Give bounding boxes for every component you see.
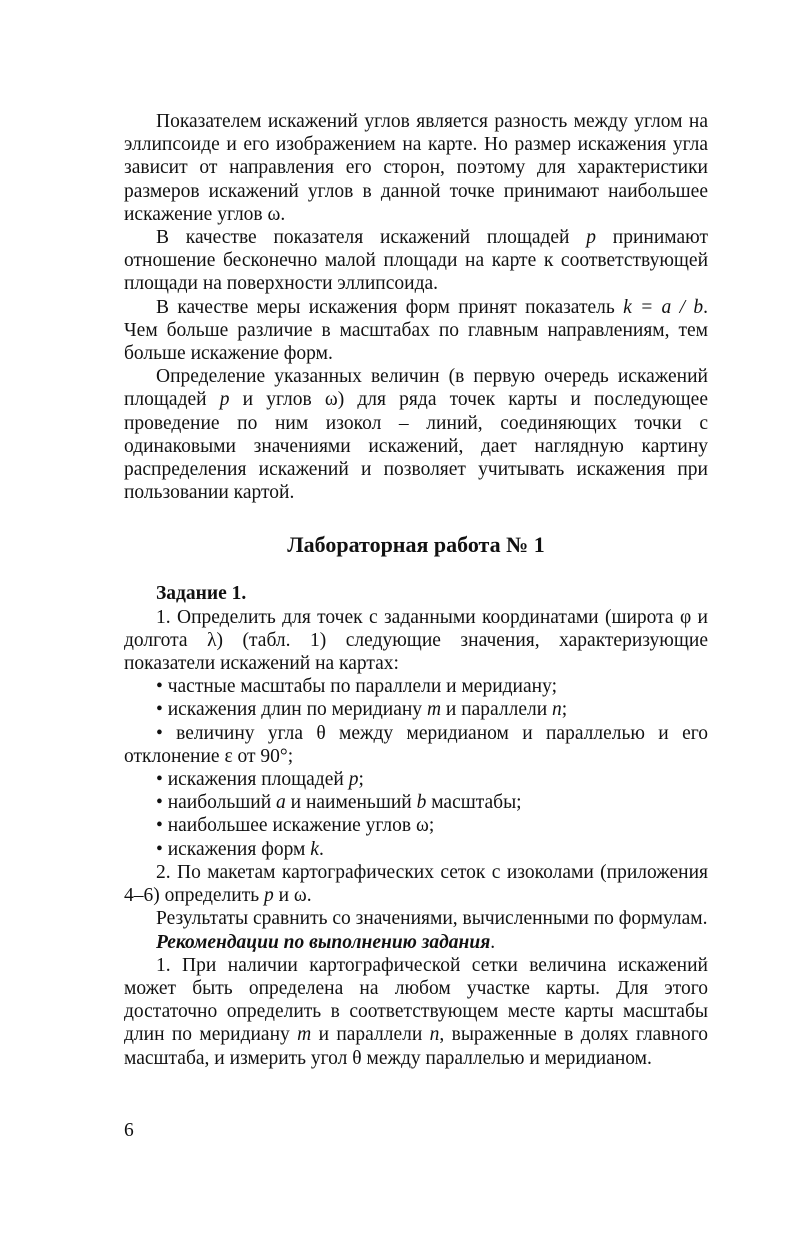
task-bullet xyxy=(124,768,708,791)
variable-p: p xyxy=(264,885,274,907)
item-text: и ω. xyxy=(273,885,312,907)
paragraph-text: В качестве меры искажения форм принят показатель xyxy=(156,296,624,318)
variable-n: n xyxy=(552,699,562,721)
variable-p: p xyxy=(586,227,597,249)
item-text: 2. По макетам картографических сеток с изоколами (приложения 4–6) определить xyxy=(124,861,708,907)
bullet-text: и параллели xyxy=(441,699,553,721)
bullet-text: • искажения форм xyxy=(156,838,311,860)
variable-m: m xyxy=(426,699,442,721)
recommendations-title xyxy=(124,931,708,954)
paragraph-text: принимают отношение бесконечно малой площади на карте к соответствующей площади на поверхности эллипсоида. xyxy=(124,227,708,295)
item-text: 1. При наличии картографической сетки величина искажений может быть определена на любом участке карты. Для этого достаточно определить в соответствующем месте карты масштабы длин по меридиану xyxy=(124,954,708,1046)
paragraph-text: Показателем искажений углов является разность между углом на эллипсоиде и его изображением на карте. Но размер искажения угла зависит от направления его сторон, поэтому для характеристики размеров искажений углов в данной точке принимают наибольшее искажение углов ω. xyxy=(124,111,708,225)
task-bullet xyxy=(124,698,708,721)
bullet-text: масштабы; xyxy=(426,792,522,814)
task-bullet xyxy=(124,838,708,861)
bullet-text: и наименьший xyxy=(285,792,417,814)
recommendation-item-1 xyxy=(124,954,708,1070)
variable-a: a xyxy=(276,792,286,814)
page-body xyxy=(124,110,708,1070)
bullet-text: ; xyxy=(358,769,364,791)
variable-b: b xyxy=(416,792,427,814)
item-text: и параллели xyxy=(311,1024,430,1046)
paragraph-text: и углов ω) для ряда точек карты и последующее проведение по ним изокол – линий, соединяющих точки с одинаковыми значениями искажений, дает наглядную картину распределения искажений и позволяет учитывать искажения при пользовании картой. xyxy=(124,389,708,504)
task-bullet: • частные масштабы по параллели и меридиану; xyxy=(156,676,557,698)
variable-p: p xyxy=(219,389,230,411)
task-bullet: • величину угла θ между меридианом и параллелью и его отклонение ε от 90°; xyxy=(124,722,708,767)
bullet-text: ; xyxy=(561,699,568,721)
paragraph-shape-distortion xyxy=(124,296,708,366)
recommendations-title-text: Рекомендации по выполнению задания xyxy=(156,931,491,953)
bullet-text: • искажения площадей xyxy=(156,769,349,791)
variable-m: m xyxy=(297,1024,312,1046)
title-dot: . xyxy=(490,931,496,953)
task-results: Результаты сравнить со значениями, вычисленными по формулам. xyxy=(156,908,708,930)
bullet-text: • наибольший xyxy=(156,792,277,814)
item-text: , выраженные в долях главного масштаба, и измерить угол θ между параллелью и меридианом. xyxy=(124,1024,708,1069)
paragraph-angle-distortion xyxy=(124,110,708,226)
page-number: 6 xyxy=(124,1120,134,1141)
paragraph-area-distortion xyxy=(124,226,708,296)
variable-k: k xyxy=(310,838,319,860)
task-title: Задание 1. xyxy=(156,583,247,605)
task-bullet xyxy=(124,791,708,814)
paragraph-isocols xyxy=(124,365,708,504)
bullet-text: . xyxy=(318,838,324,860)
task-item-1: 1. Определить для точек с заданными координатами (широта φ и долгота λ) (табл. 1) следующие значения, характеризующие показатели искажений на картах: xyxy=(124,606,708,675)
paragraph-text: . Чем больше различие в масштабах по главным направлениям, тем больше искажение форм. xyxy=(124,296,708,365)
section-heading: Лабораторная работа № 1 xyxy=(287,532,545,558)
paragraph-text: Определение указанных величин (в первую очередь искажений площадей xyxy=(124,366,708,411)
task-bullet: • наибольшее искажение углов ω; xyxy=(156,815,435,837)
task-item-2 xyxy=(124,861,708,907)
variable-p: p xyxy=(348,769,359,791)
variable-n: n xyxy=(429,1024,440,1046)
paragraph-text: В качестве показателя искажений площадей xyxy=(156,227,587,249)
bullet-text: • искажения длин по меридиану xyxy=(156,699,427,721)
formula-k: k = a / b xyxy=(623,296,704,318)
